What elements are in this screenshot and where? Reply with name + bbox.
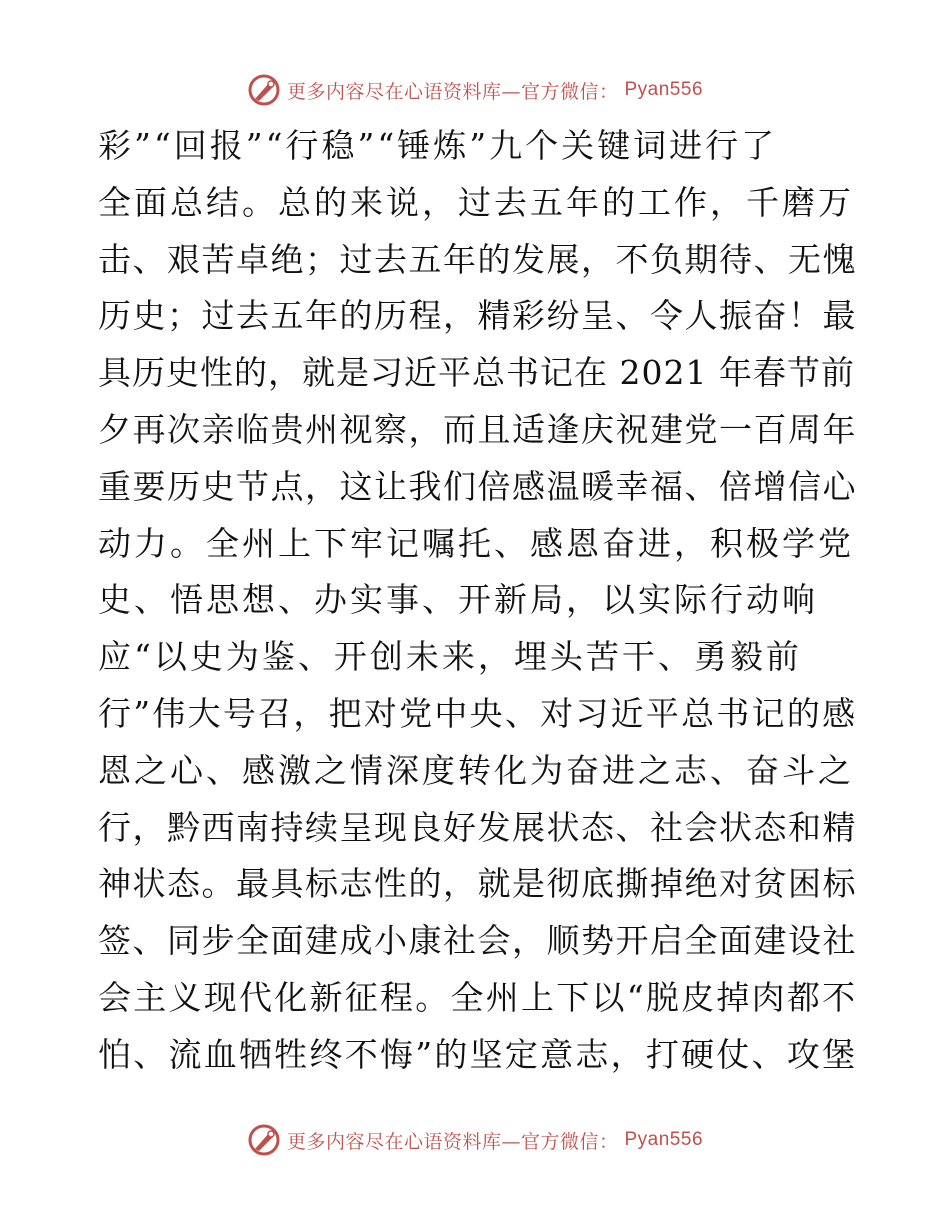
header-banner [0, 70, 950, 110]
text-line: 彩”“回报”“行稳”“锤炼”九个关键词进行了 [98, 126, 778, 165]
text-line: 历史；过去五年的历程，精彩纷呈、令人振奋！最 [98, 296, 857, 336]
text-line: 史、悟思想、办实事、开新局，以实际行动响 [98, 580, 818, 620]
text-line: 夕再次亲临贵州视察，而且适逢庆祝建党一百周年 [98, 409, 857, 449]
footer-logo-icon [247, 1123, 281, 1157]
text-line: 具历史性的，就是习近平总书记在 2021 年春节前 [98, 353, 855, 393]
text-line: 应“以史为鉴、开创未来，埋头苦干、勇毅前 [98, 637, 802, 677]
text-line: 重要历史节点，这让我们倍感温暖幸福、倍增信心 [98, 466, 857, 506]
text-line: 行”伟大号召，把对党中央、对习近平总书记的感 [98, 693, 858, 733]
header-logo-icon [247, 73, 281, 107]
text-line: 全面总结。总的来说，过去五年的工作，千磨万 [98, 182, 854, 222]
body-text [98, 118, 858, 1084]
footer-wechat-id: Pyan556 [624, 1129, 704, 1150]
text-line: 神状态。最具标志性的，就是彻底撕掉绝对贫困标 [98, 864, 857, 904]
text-line: 行，黔西南持续呈现良好发展状态、社会状态和精 [98, 807, 857, 847]
text-line: 动力。全州上下牢记嘱托、感恩奋进，积极学党 [98, 523, 854, 563]
text-line: 击、艰苦卓绝；过去五年的发展，不负期待、无愧 [98, 239, 857, 279]
text-line: 恩之心、感激之情深度转化为奋进之志、奋斗之 [98, 750, 854, 790]
header-wechat-id: Pyan556 [624, 79, 704, 100]
header-banner-text: 更多内容尽在心语资料库—官方微信： [286, 80, 619, 103]
footer-banner-text: 更多内容尽在心语资料库—官方微信： [286, 1130, 619, 1153]
footer-banner [0, 1120, 950, 1160]
text-line: 会主义现代化新征程。全州上下以“脱皮掉肉都不 [98, 977, 858, 1017]
text-line: 签、同步全面建成小康社会，顺势开启全面建设社 [98, 921, 857, 961]
text-line: 怕、流血牺牲终不悔”的坚定意志，打硬仗、攻堡 [98, 1034, 858, 1074]
